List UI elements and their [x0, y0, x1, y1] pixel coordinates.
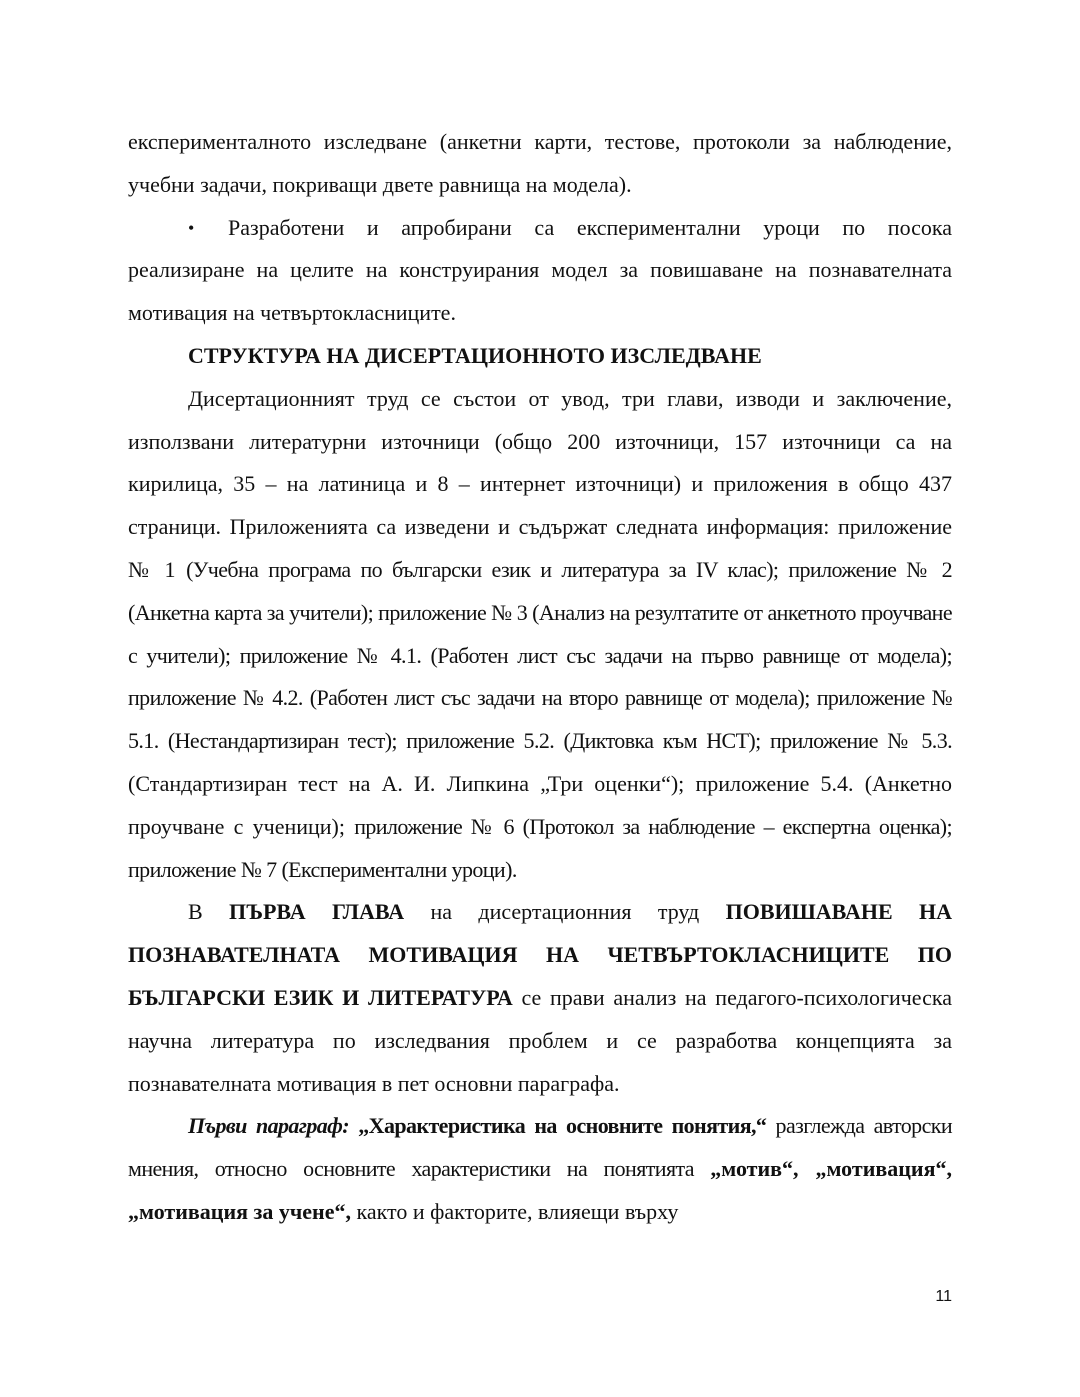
chapter-suffix: се прави анализ на педагого-психологическа научна литература по изследвания проблем и се разработва концепцията за познавателната мотивация в пет основни параграфа. — [128, 984, 952, 1096]
structure-text-3: (Стандартизиран тест на А. И. Липкина „Три оценки“); приложение 5.4. (Анкетно проучване с ученици); — [128, 770, 952, 839]
first-section-label: Първи параграф: — [188, 1113, 350, 1139]
structure-text-4: приложение № 6 (Протокол за наблюдение – експертна оценка); приложение № 7 (Експериментални уроци). — [128, 813, 952, 882]
chapter-label: ПЪРВА ГЛАВА — [229, 899, 405, 925]
structure-text-1: Дисертационният труд се състои от увод, три глави, изводи и заключение, използвани литературни източници (общо 200 източници, 157 източници са на кирилица, 35 – на латиница и 8 – интернет източници) и приложения в общо 437 страници. Приложенията са изведени и съдържат следната информация: приложение № 1 — [128, 385, 952, 582]
bullet-paragraph — [128, 207, 952, 335]
first-section-text-2: както и факторите, влияещи върху — [350, 1198, 679, 1224]
structure-paragraph — [128, 378, 952, 892]
bullet-icon: • — [188, 217, 195, 238]
continuation-paragraph: експерименталното изследване (анкетни карти, тестове, протоколи за наблюдение, учебни задачи, покриващи двете равнища на модела). — [128, 129, 952, 197]
first-section-text-1: разглежда авторски мнения, относно основните характеристики на понятията — [128, 1113, 952, 1182]
chapter-middle: на дисертационния труд — [404, 899, 726, 925]
first-section-paragraph — [128, 1105, 952, 1233]
document-page — [128, 121, 952, 1234]
bullet-text: Разработени и апробирани са експериментални уроци по посока реализиране на целите на конструирания модел за повишаване на познавателната мотивация на четвъртокласниците. — [128, 214, 952, 326]
chapter-paragraph — [128, 891, 952, 1105]
chapter-prefix: В — [188, 899, 230, 925]
first-section-title: „Характеристика на основните понятия,“ — [349, 1113, 767, 1139]
first-section-terms: „мотив“, „мотивация“,„мотивация за учене“, — [128, 1156, 953, 1224]
page-number: 11 — [935, 1288, 952, 1305]
structure-text-2: (Учебна програма по български език и литература за IV клас); приложение № 2 (Анкетна карта за учители); приложение № 3 (Анализ на резултатите от анкетното проучване с учители); приложение № 4.1. (Работен лист със задачи на първо равнище от модела); приложение № 4.2. (Работен лист със задачи на второ равнище от модела); приложение № 5.1. (Нестандартизиран тест); приложение 5.2. (Диктовка към НСТ); приложение № 5.3. — [128, 556, 952, 754]
section-heading: СТРУКТУРА НА ДИСЕРТАЦИОННОТО ИЗСЛЕДВАНЕ — [188, 342, 762, 368]
chapter-title: ПОВИШАВАНЕ НА ПОЗНАВАТЕЛНАТА МОТИВАЦИЯ НА ЧЕТВЪРТОКЛАСНИЦИТЕ ПО БЪЛГАРСКИ ЕЗИК И ЛИТЕРАТУРА — [128, 899, 952, 1010]
